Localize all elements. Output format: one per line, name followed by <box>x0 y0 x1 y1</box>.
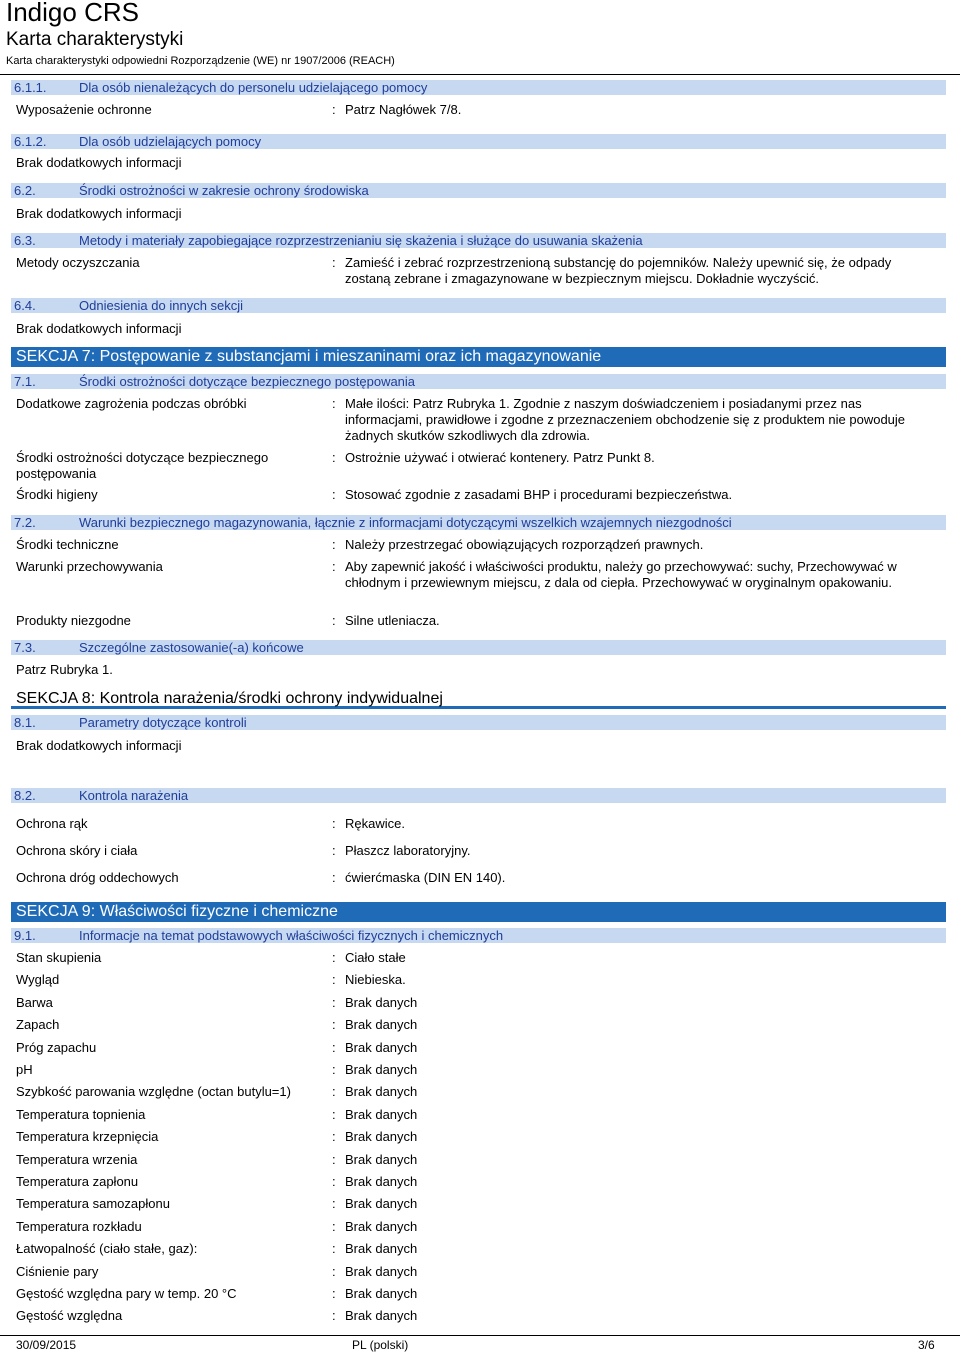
section-title: SEKCJA 7: Postępowanie z substancjami i mieszaninami oraz ich magazynowanie <box>16 348 602 365</box>
property-label: Wygląd <box>16 972 60 987</box>
field-label: Środki higieny <box>16 487 98 502</box>
colon: : <box>332 1107 336 1122</box>
section-9-header <box>11 902 946 922</box>
colon: : <box>332 396 336 411</box>
subsection-8-1 <box>11 715 946 730</box>
subsection-8-2 <box>11 788 946 803</box>
field-label: Produkty niezgodne <box>16 613 131 628</box>
colon: : <box>332 450 336 465</box>
property-value: Brak danych <box>345 1196 418 1211</box>
property-label: Temperatura wrzenia <box>16 1152 138 1167</box>
field-value: Patrz Nagłówek 7/8. <box>345 102 462 117</box>
document-subtitle: Karta charakterystyki <box>6 29 184 50</box>
subsection-6-3 <box>11 233 946 248</box>
colon: : <box>332 1129 336 1144</box>
property-label: Temperatura samozapłonu <box>16 1196 170 1211</box>
subsection-title: Warunki bezpiecznego magazynowania, łącznie z informacjami dotyczącymi wszelkich wzajemnych niezgodności <box>79 515 732 530</box>
header-divider <box>0 74 960 75</box>
colon: : <box>332 255 336 270</box>
field-label: Ochrona rąk <box>16 816 88 831</box>
field-value: Aby zapewnić jakość i właściwości produktu, należy go przechowywać: suchy, Przechowywać w chłodnym i przewiewnym miejscu, z dala od ciepła. Przechowywać w oryginalnym opakowaniu. <box>345 559 897 590</box>
subsection-number: 7.2. <box>14 515 36 530</box>
property-label: Temperatura zapłonu <box>16 1174 139 1189</box>
property-label: Gęstość względna <box>16 1308 123 1323</box>
property-label: Szybkość parowania względne (octan butylu=1) <box>16 1084 291 1099</box>
colon: : <box>332 1241 336 1256</box>
colon: : <box>332 1017 336 1032</box>
footer-language: PL (polski) <box>352 1338 409 1352</box>
subsection-6-1-1 <box>11 80 946 95</box>
colon: : <box>332 102 336 117</box>
subsection-title: Środki ostrożności w zakresie ochrony środowiska <box>79 183 369 198</box>
property-label: Gęstość względna pary w temp. 20 °C <box>16 1286 237 1301</box>
section-text: Patrz Rubryka 1. <box>16 662 113 677</box>
property-value: Ciało stałe <box>345 950 406 965</box>
property-value: Brak danych <box>345 1017 418 1032</box>
colon: : <box>332 487 336 502</box>
subsection-title: Kontrola narażenia <box>79 788 189 803</box>
colon: : <box>332 537 336 552</box>
subsection-number: 7.1. <box>14 374 36 389</box>
field-value: Płaszcz laboratoryjny. <box>345 843 471 858</box>
property-value: Brak danych <box>345 1308 418 1323</box>
property-label: Temperatura krzepnięcia <box>16 1129 159 1144</box>
subsection-6-2 <box>11 183 946 198</box>
field-value: Ostrożnie używać i otwierać kontenery. Patrz Punkt 8. <box>345 450 655 465</box>
field-value: Zamieść i zebrać rozprzestrzenioną substancję do pojemników. Należy upewnić się, że odpady zostaną zebrane i zmagazynowane w bezpiecznym miejscu. Dokładnie wyczyścić. <box>345 255 892 286</box>
colon: : <box>332 1174 336 1189</box>
subsection-number: 6.4. <box>14 298 36 313</box>
subsection-number: 8.2. <box>14 788 36 803</box>
subsection-number: 6.3. <box>14 233 36 248</box>
property-label: Barwa <box>16 995 53 1010</box>
subsection-title: Dla osób udzielających pomocy <box>79 134 262 149</box>
colon: : <box>332 870 336 885</box>
property-value: Brak danych <box>345 995 418 1010</box>
field-label: Ochrona skóry i ciała <box>16 843 138 858</box>
section-text: Brak dodatkowych informacji <box>16 155 182 170</box>
property-value: Brak danych <box>345 1286 418 1301</box>
colon: : <box>332 1040 336 1055</box>
subsection-title: Informacje na temat podstawowych właściwości fizycznych i chemicznych <box>79 928 504 943</box>
colon: : <box>332 972 336 987</box>
subsection-title: Metody i materiały zapobiegające rozprzestrzenianiu się skażenia i służące do usuwania skażenia <box>79 233 643 248</box>
subsection-title: Dla osób nienależących do personelu udzielającego pomocy <box>79 80 428 95</box>
colon: : <box>332 1152 336 1167</box>
section-title: SEKCJA 8: Kontrola narażenia/środki ochrony indywidualnej <box>16 690 443 707</box>
property-value: Niebieska. <box>345 972 406 987</box>
field-value: Silne utleniacza. <box>345 613 440 628</box>
subsection-title: Odniesienia do innych sekcji <box>79 298 244 313</box>
field-value: Małe ilości: Patrz Rubryka 1. Zgodnie z naszym doświadczeniem i posiadanymi przez nas informacjami, prawidłowe i zgodne z przeznaczeniem obchodzenie się z produktem nie powoduje żadnych skutków szkodliwych dla zdrowia. <box>345 396 906 443</box>
colon: : <box>332 559 336 574</box>
section-text: Brak dodatkowych informacji <box>16 321 182 336</box>
property-label: Ciśnienie pary <box>16 1264 99 1279</box>
colon: : <box>332 950 336 965</box>
property-value: Brak danych <box>345 1241 418 1256</box>
field-value: Stosować zgodnie z zasadami BHP i procedurami bezpieczeństwa. <box>345 487 733 502</box>
field-label: Warunki przechowywania <box>16 559 163 574</box>
section-text: Brak dodatkowych informacji <box>16 206 182 221</box>
colon: : <box>332 1264 336 1279</box>
colon: : <box>332 843 336 858</box>
colon: : <box>332 613 336 628</box>
colon: : <box>332 1308 336 1323</box>
subsection-title: Parametry dotyczące kontroli <box>79 715 247 730</box>
subsection-7-1 <box>11 374 946 389</box>
document-title: Indigo CRS <box>6 0 139 27</box>
field-label: Ochrona dróg oddechowych <box>16 870 179 885</box>
subsection-number: 9.1. <box>14 928 36 943</box>
field-label: Środki ostrożności dotyczące bezpiecznego postępowania <box>16 450 269 481</box>
property-label: pH <box>16 1062 33 1077</box>
subsection-title: Środki ostrożności dotyczące bezpiecznego postępowania <box>79 374 416 389</box>
field-value: ćwierćmaska (DIN EN 140). <box>345 870 506 885</box>
colon: : <box>332 1286 336 1301</box>
colon: : <box>332 995 336 1010</box>
footer-divider <box>0 1335 960 1336</box>
footer-date: 30/09/2015 <box>16 1338 77 1352</box>
subsection-6-4 <box>11 298 946 313</box>
field-label: Wyposażenie ochronne <box>16 102 152 117</box>
subsection-number: 7.3. <box>14 640 36 655</box>
property-label: Próg zapachu <box>16 1040 97 1055</box>
subsection-number: 8.1. <box>14 715 36 730</box>
section-8-header <box>11 689 946 709</box>
subsection-number: 6.1.2. <box>14 134 47 149</box>
section-title: SEKCJA 9: Właściwości fizyczne i chemiczne <box>16 903 338 920</box>
field-label: Dodatkowe zagrożenia podczas obróbki <box>16 396 247 411</box>
section-text: Brak dodatkowych informacji <box>16 738 182 753</box>
subsection-title: Szczególne zastosowanie(-a) końcowe <box>79 640 304 655</box>
property-value: Brak danych <box>345 1264 418 1279</box>
field-label: Środki techniczne <box>16 537 119 552</box>
subsection-7-2 <box>11 515 946 530</box>
colon: : <box>332 816 336 831</box>
field-value: Należy przestrzegać obowiązujących rozporządzeń prawnych. <box>345 537 704 552</box>
property-value: Brak danych <box>345 1040 418 1055</box>
property-value: Brak danych <box>345 1062 418 1077</box>
property-label: Temperatura rozkładu <box>16 1219 142 1234</box>
colon: : <box>332 1062 336 1077</box>
colon: : <box>332 1196 336 1211</box>
regulation-note: Karta charakterystyki odpowiedni Rozporządzenie (WE) nr 1907/2006 (REACH) <box>6 55 395 67</box>
subsection-9-1 <box>11 928 946 943</box>
property-label: Temperatura topnienia <box>16 1107 146 1122</box>
property-value: Brak danych <box>345 1219 418 1234</box>
property-value: Brak danych <box>345 1084 418 1099</box>
property-value: Brak danych <box>345 1174 418 1189</box>
property-value: Brak danych <box>345 1152 418 1167</box>
property-value: Brak danych <box>345 1129 418 1144</box>
subsection-6-1-2 <box>11 134 946 149</box>
field-label: Metody oczyszczania <box>16 255 140 270</box>
section-7-header <box>11 347 946 367</box>
property-label: Stan skupienia <box>16 950 102 965</box>
property-value: Brak danych <box>345 1107 418 1122</box>
footer-page-number: 3/6 <box>918 1338 935 1352</box>
subsection-7-3 <box>11 640 946 655</box>
colon: : <box>332 1084 336 1099</box>
subsection-number: 6.1.1. <box>14 80 47 95</box>
colon: : <box>332 1219 336 1234</box>
property-label: Zapach <box>16 1017 60 1032</box>
field-value: Rękawice. <box>345 816 405 831</box>
property-label: Łatwopalność (ciało stałe, gaz): <box>16 1241 198 1256</box>
subsection-number: 6.2. <box>14 183 36 198</box>
